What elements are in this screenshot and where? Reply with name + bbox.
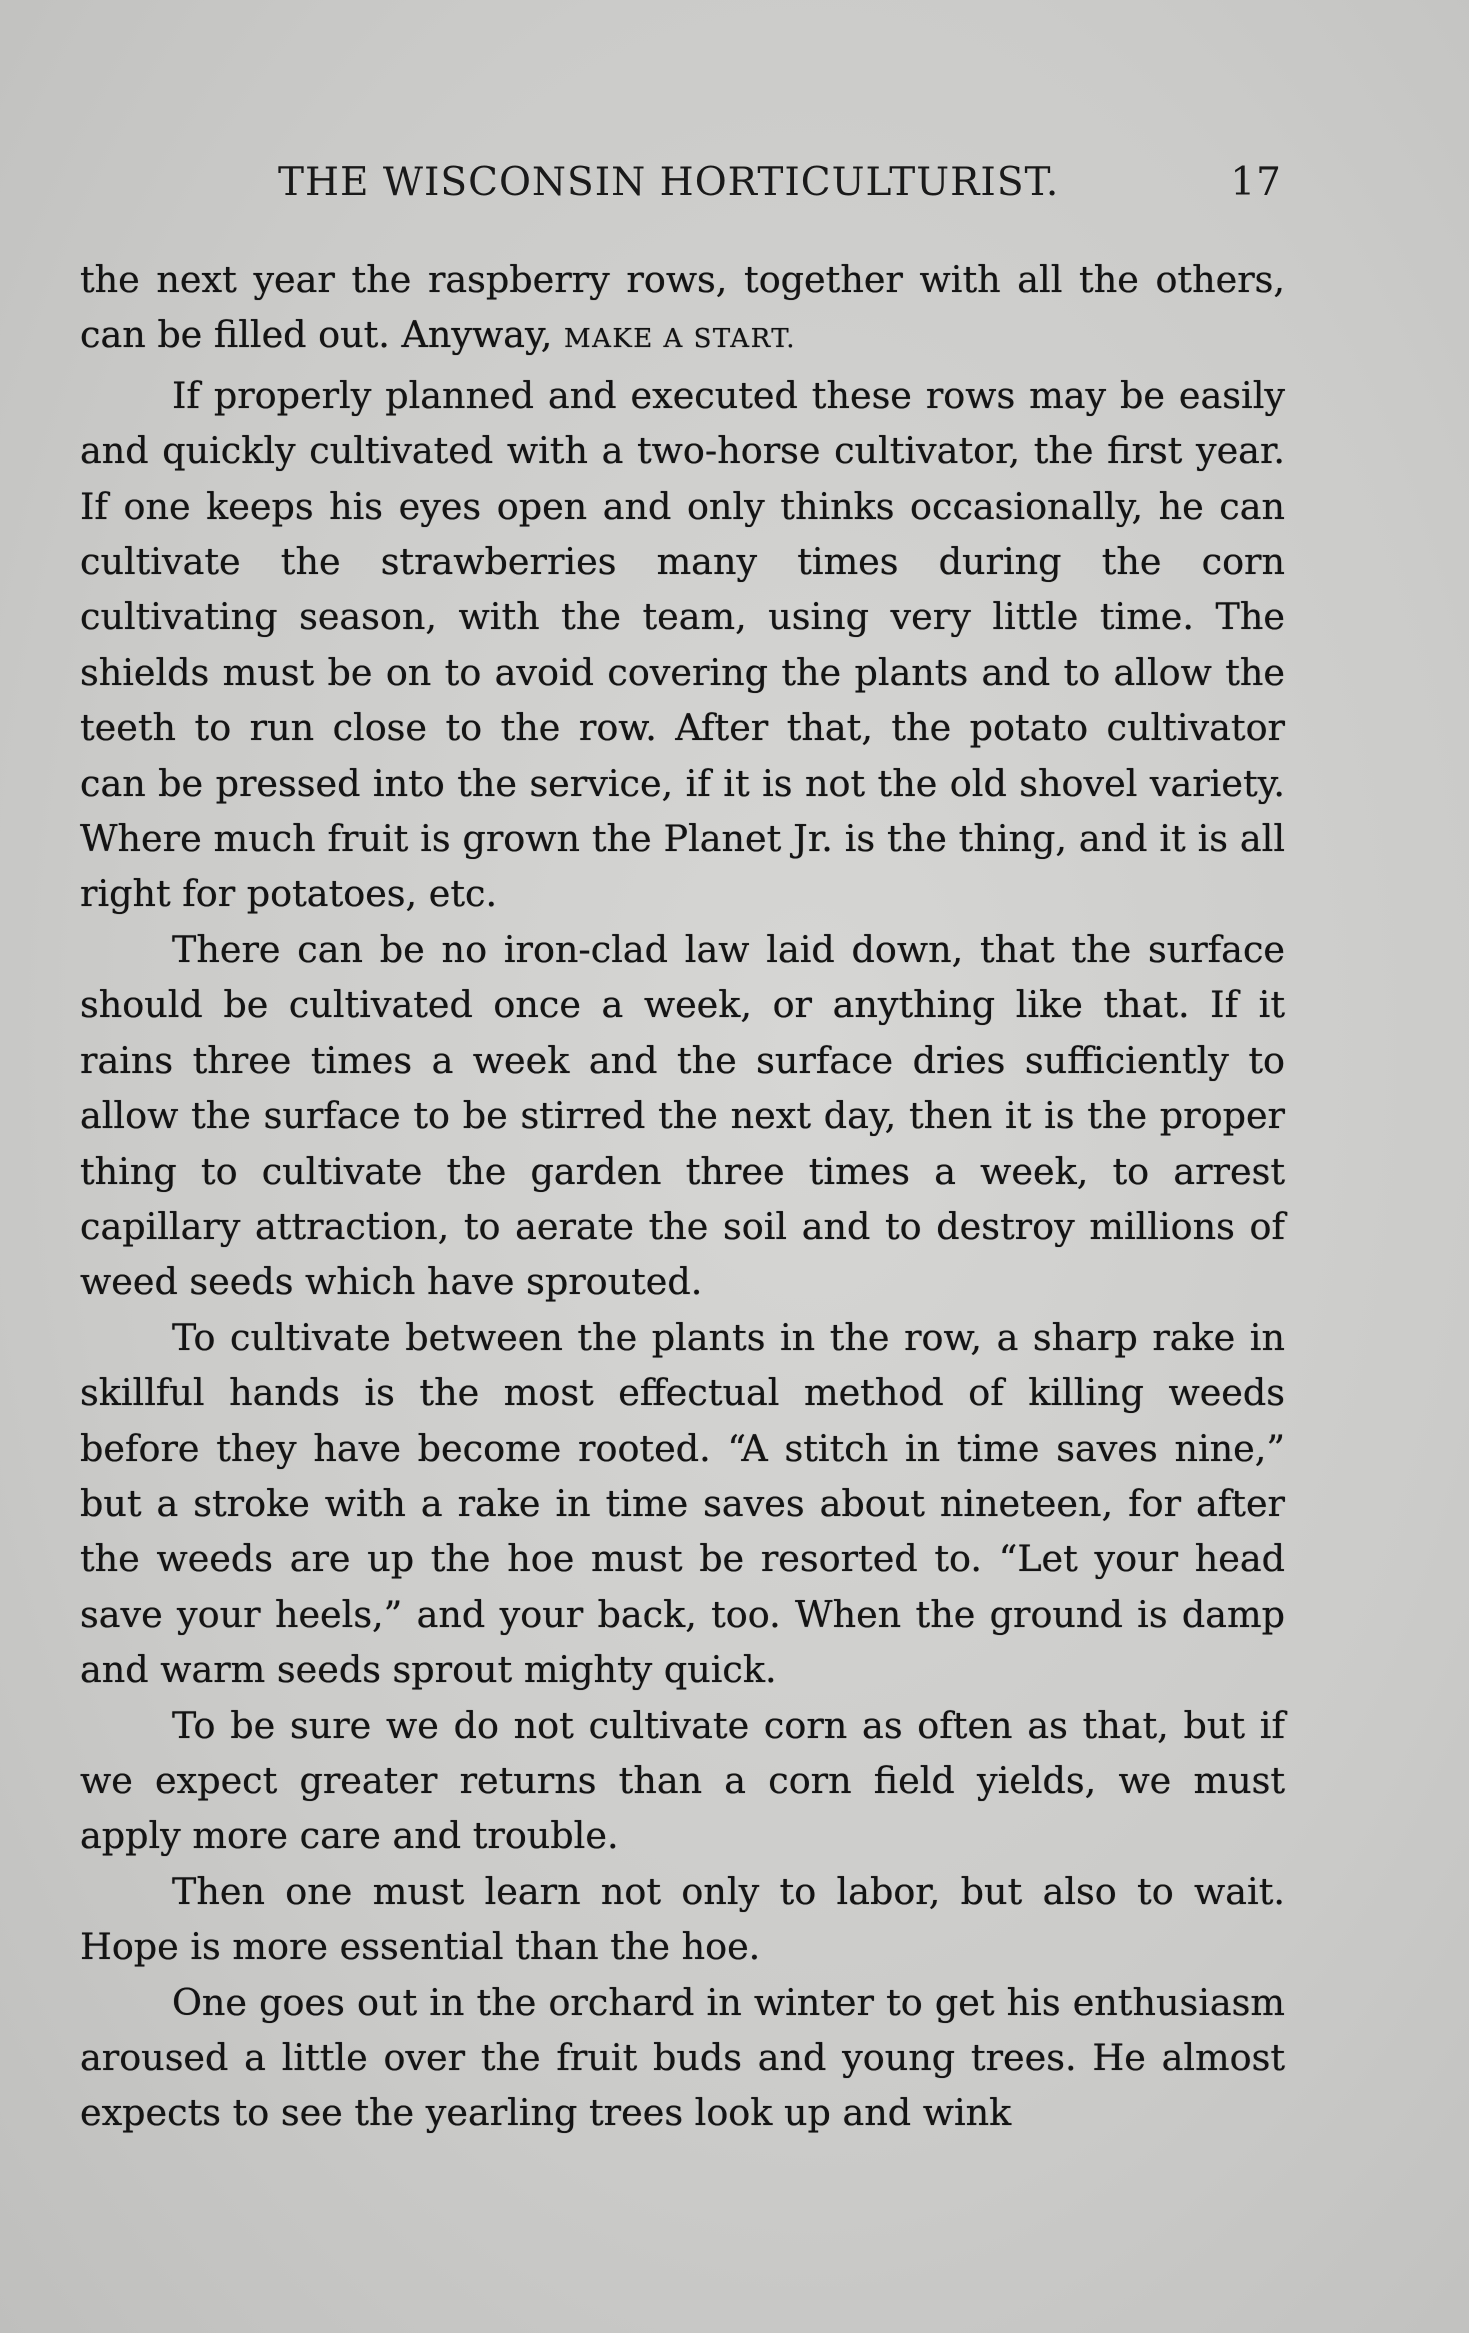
emphasis-text: MAKE A START.: [563, 324, 796, 355]
paragraph: If properly planned and executed these rows may be easily and quickly cultivated with a two-horse cultivator, the first year. If one keeps his eyes open and only thinks occasionally, he can cultivate the strawberries many times during the corn cultivating season, with the team, using very little time. The shields must be on to avoid covering the plants and to allow the teeth to run close to the row. After that, the potato cultivator can be pressed into the service, if it is not the old shovel variety. Where much fruit is grown the Planet Jr. is the thing, and it is all right for potatoes, etc.: [80, 373, 1285, 916]
journal-title: THE WISCONSIN HORTICULTURIST.: [278, 160, 1060, 205]
paragraph: One goes out in the orchard in winter to get his enthusiasm aroused a little over the fruit buds and young trees. He almost expects to see the yearling trees look up and wink: [80, 1980, 1285, 2135]
running-header: [270, 160, 1282, 220]
paragraph: To cultivate between the plants in the row, a sharp rake in skillful hands is the most effectual method of killing weeds before they have become rooted. “A stitch in time saves nine,” but a stroke with a rake in time saves about nineteen, for after the weeds are up the hoe must be resorted to. “Let your head save your heels,” and your back, too. When the ground is damp and warm seeds sprout mighty quick.: [80, 1315, 1285, 1692]
paragraph: Then one must learn not only to labor, but also to wait. Hope is more essential than the hoe.: [80, 1869, 1285, 1969]
body-text: [80, 252, 1285, 2141]
paragraph: To be sure we do not cultivate corn as often as that, but if we expect greater returns than a corn field yields, we must apply more care and trouble.: [80, 1703, 1285, 1858]
paragraph-text: the next year the raspberry rows, together with all the others, can be filled out. Anyway,: [80, 258, 1285, 357]
paragraph: There can be no iron-clad law laid down, that the surface should be cultivated once a week, or anything like that. If it rains three times a week and the surface dries sufficiently to allow the surface to be stirred the next day, then it is the proper thing to cultivate the garden three times a week, to arrest capillary attraction, to aerate the soil and to destroy millions of weed seeds which have sprouted.: [80, 927, 1285, 1304]
page-number: 17: [1230, 160, 1282, 205]
paragraph-continued: [80, 252, 1285, 368]
